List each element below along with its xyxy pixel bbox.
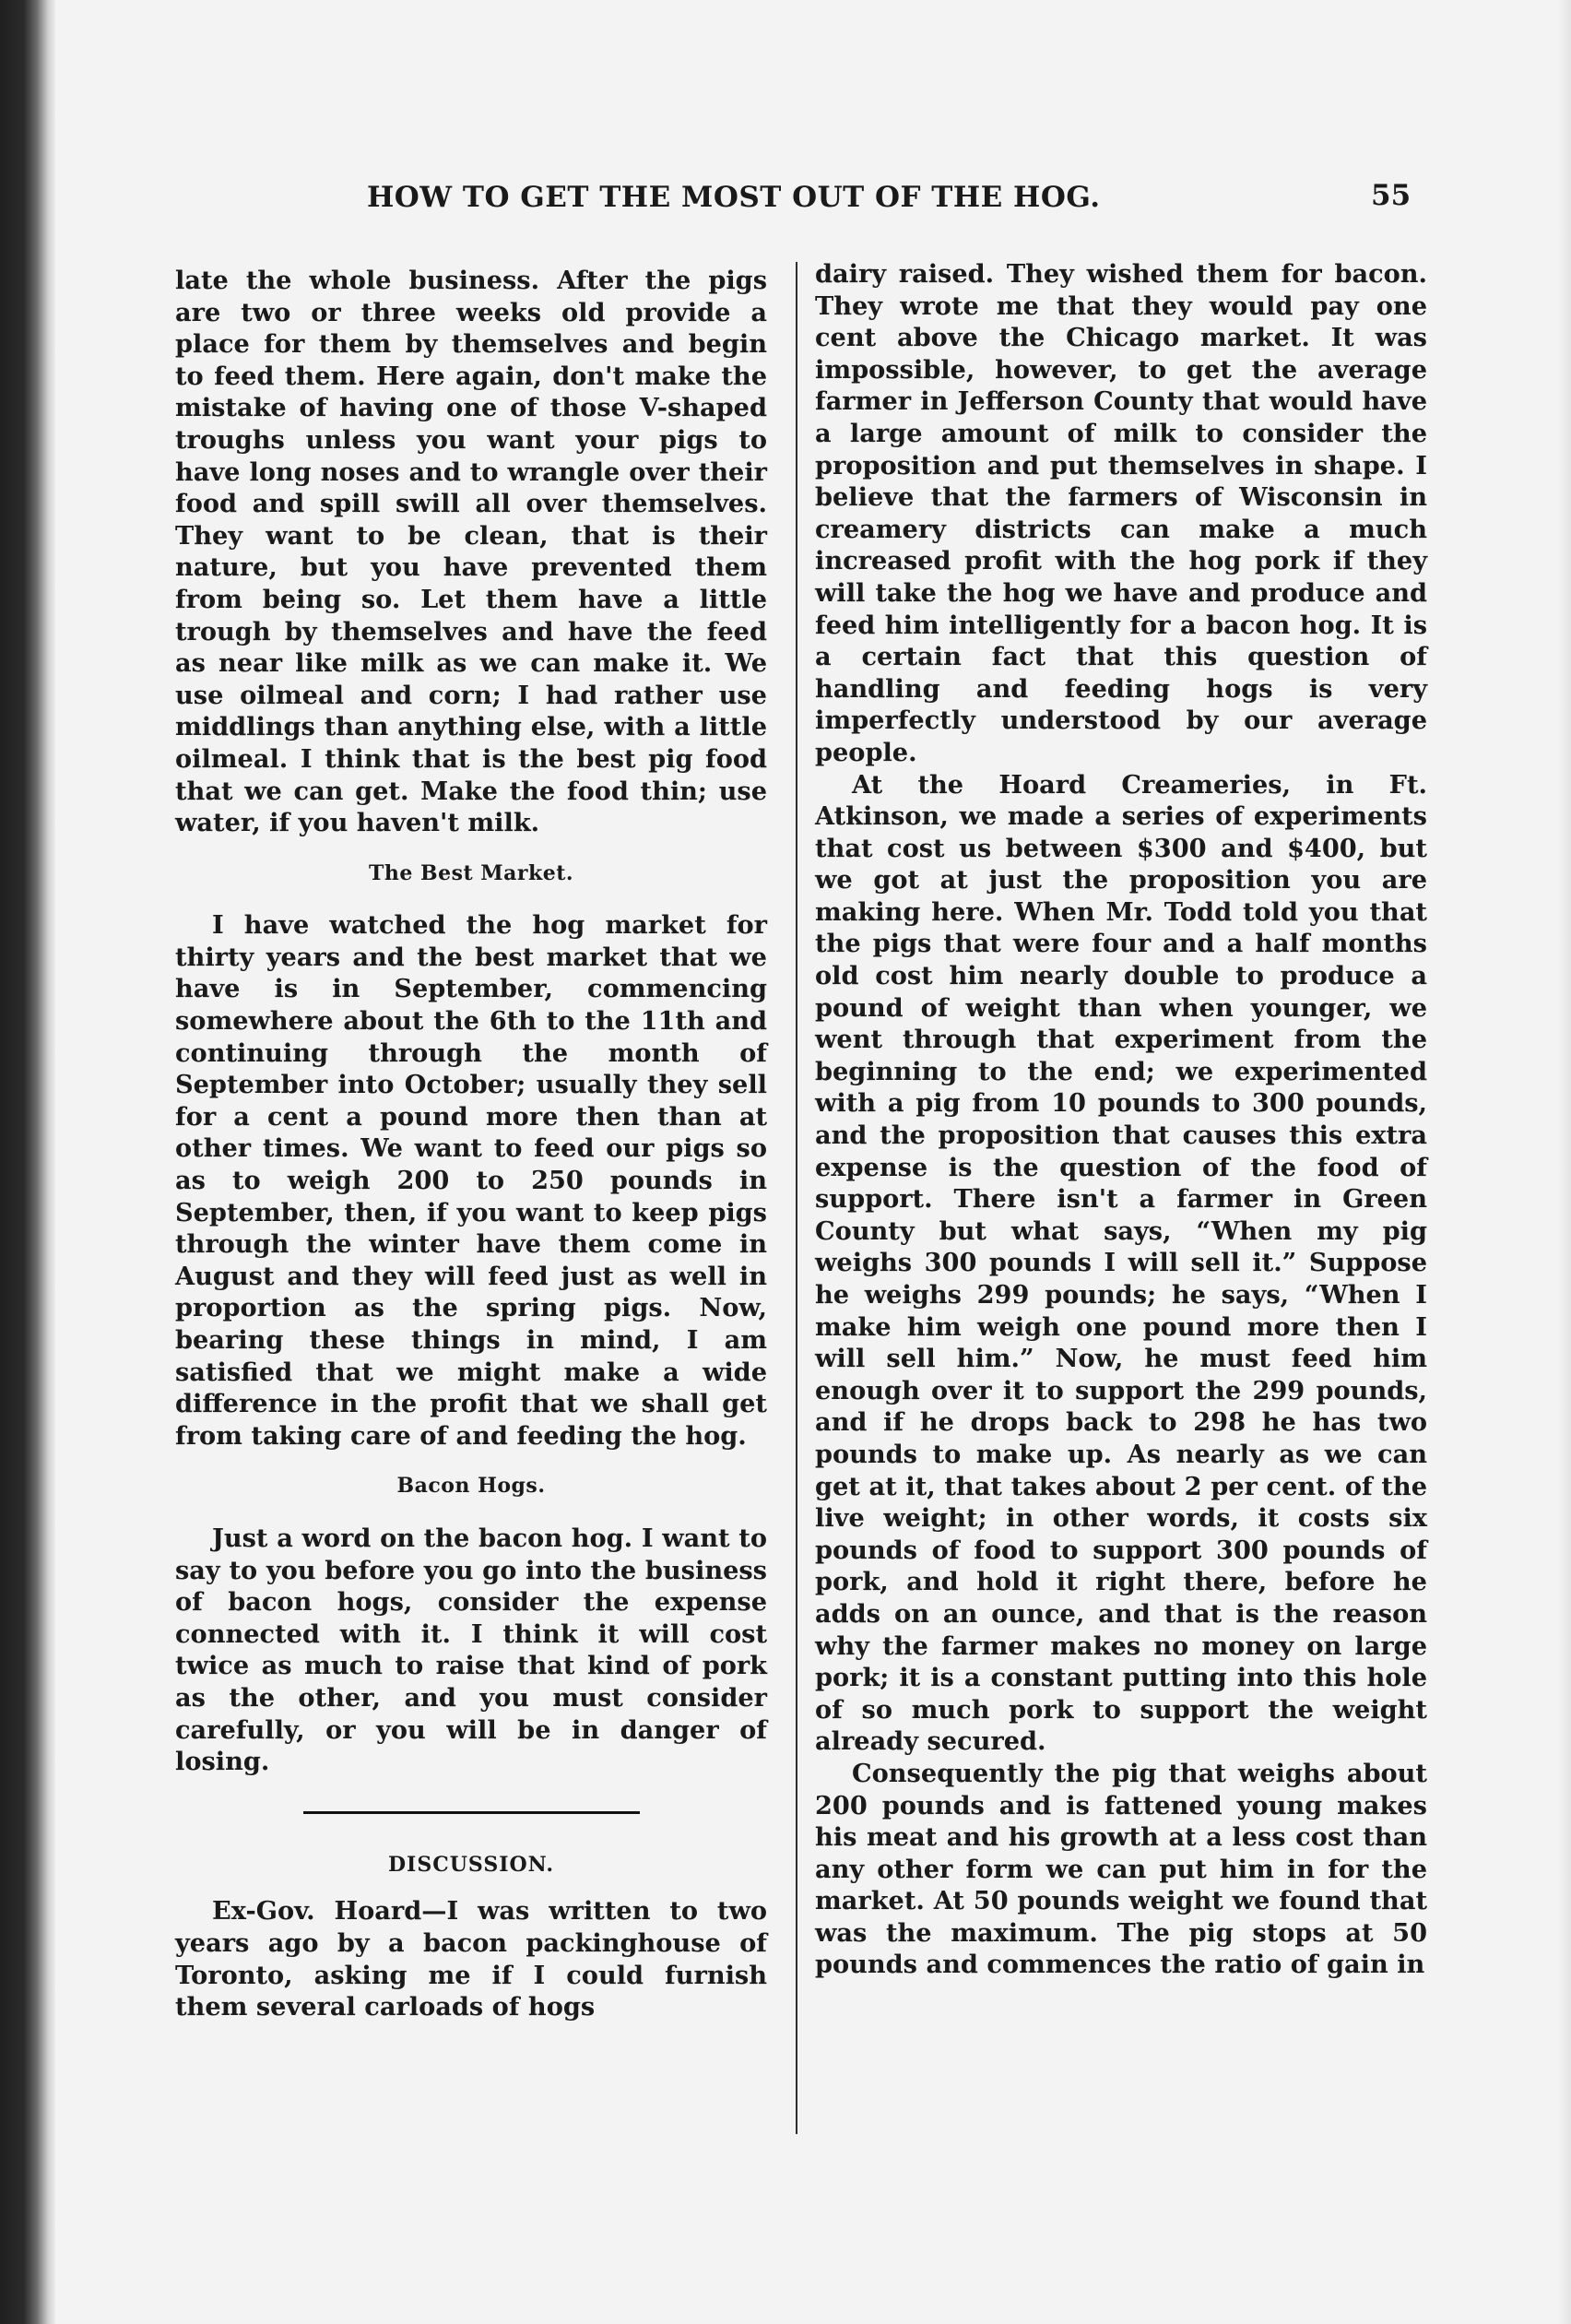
paragraph: At the Hoard Creameries, in Ft. Atkinson, we made a series of experiments that cost us between $300 and $400, but we got at just the proposition you are making here. When Mr. Todd told you that the pigs that were four and a half months old cost him nearly double to produce a pound of weight than when younger, we went through that experiment from the beginning to the end; we experimented with a pig from 10 pounds to 300 pounds, and the proposition that causes this extra expense is the question of the food of support. There isn't a farmer in Green County but what says, “When my pig weighs 300 pounds I will sell it.” Suppose he weighs 299 pounds; he says, “When I make him weigh one pound more then I will sell him.” Now, he must feed him enough over it to support the 299 pounds, and if he drops back to 298 he has two pounds to make up. As nearly as we can get at it, that takes about 2 per cent. of the live weight; in other words, it costs six pounds of food to support 300 pounds of pork, and hold it right there, before he adds on an ounce, and that is the reason why the farmer makes no money on large pork; it is a constant putting into this hole of so much pork to support the weight already secured. bbox=[815, 769, 1427, 1757]
section-heading-discussion: DISCUSSION. bbox=[387, 1852, 555, 1877]
paragraph: Consequently the pig that weighs about 200 pounds and is fattened young makes his meat and his growth at a less cost than any other form we can put him in for the market. At 50 pounds weight we found that was the maximum. The pig stops at 50 pounds and commences the ratio of gain in bbox=[815, 1758, 1427, 1980]
page-number: 55 bbox=[1371, 179, 1412, 212]
scan-binding-edge bbox=[0, 0, 55, 2324]
scan-right-edge bbox=[1558, 0, 1571, 2324]
paragraph: Just a word on the bacon hog. I want to say to you before you go into the business of bacon hogs, consider the expense connected with it. I think it will cost twice as much to raise that kind of pork as the other, and you must consider carefully, or you will be in danger of losing. bbox=[175, 1523, 767, 1777]
paragraph: I have watched the hog market for thirty years and the best market that we have is in September, commencing somewhere about the 6th to the 11th and continuing through the month of September into October; usually they sell for a cent a pound more then than at other times. We want to feed our pigs so as to weigh 200 to 250 pounds in September, then, if you want to keep pigs through the winter have them come in August and they will feed just as well in proportion as the spring pigs. Now, bearing these things in mind, I am satisfied that we might make a wide difference in the profit that we shall get from taking care of and feeding the hog. bbox=[175, 910, 767, 1451]
right-column bbox=[815, 258, 1427, 1981]
running-head: HOW TO GET THE MOST OUT OF THE HOG. bbox=[367, 181, 1101, 214]
column-divider bbox=[796, 262, 797, 2134]
paragraph: dairy raised. They wished them for bacon. They wrote me that they would pay one cent above the Chicago market. It was impossible, however, to get the average farmer in Jefferson County that would have a large amount of milk to consider the proposition and put themselves in shape. I believe that the farmers of Wisconsin in creamery districts can make a much increased profit with the hog pork if they will take the hog we have and produce and feed him intelligently for a bacon hog. It is a certain fact that this question of handling and feeding hogs is very imperfectly understood by our average people. bbox=[815, 259, 1427, 767]
left-column bbox=[175, 265, 767, 2023]
section-heading-bacon-hogs: Bacon Hogs. bbox=[396, 1474, 546, 1499]
section-rule bbox=[303, 1811, 640, 1814]
section-heading-best-market: The Best Market. bbox=[368, 860, 574, 885]
paragraph: late the whole business. After the pigs are two or three weeks old provide a place for them by themselves and begin to feed them. Here again, don't make the mistake of having one of those V-shaped troughs unless you want your pigs to have long noses and to wrangle over their food and spill swill all over themselves. They want to be clean, that is their nature, but you have prevented them from being so. Let them have a little trough by themselves and have the feed as near like milk as we can make it. We use oilmeal and corn; I had rather use middlings than anything else, with a little oilmeal. I think that is the best pig food that we can get. Make the food thin; use water, if you haven't milk. bbox=[175, 266, 767, 838]
paragraph: Ex-Gov. Hoard—I was written to two years ago by a bacon packinghouse of Toronto, asking me if I could furnish them several carloads of hogs bbox=[175, 1896, 767, 2022]
